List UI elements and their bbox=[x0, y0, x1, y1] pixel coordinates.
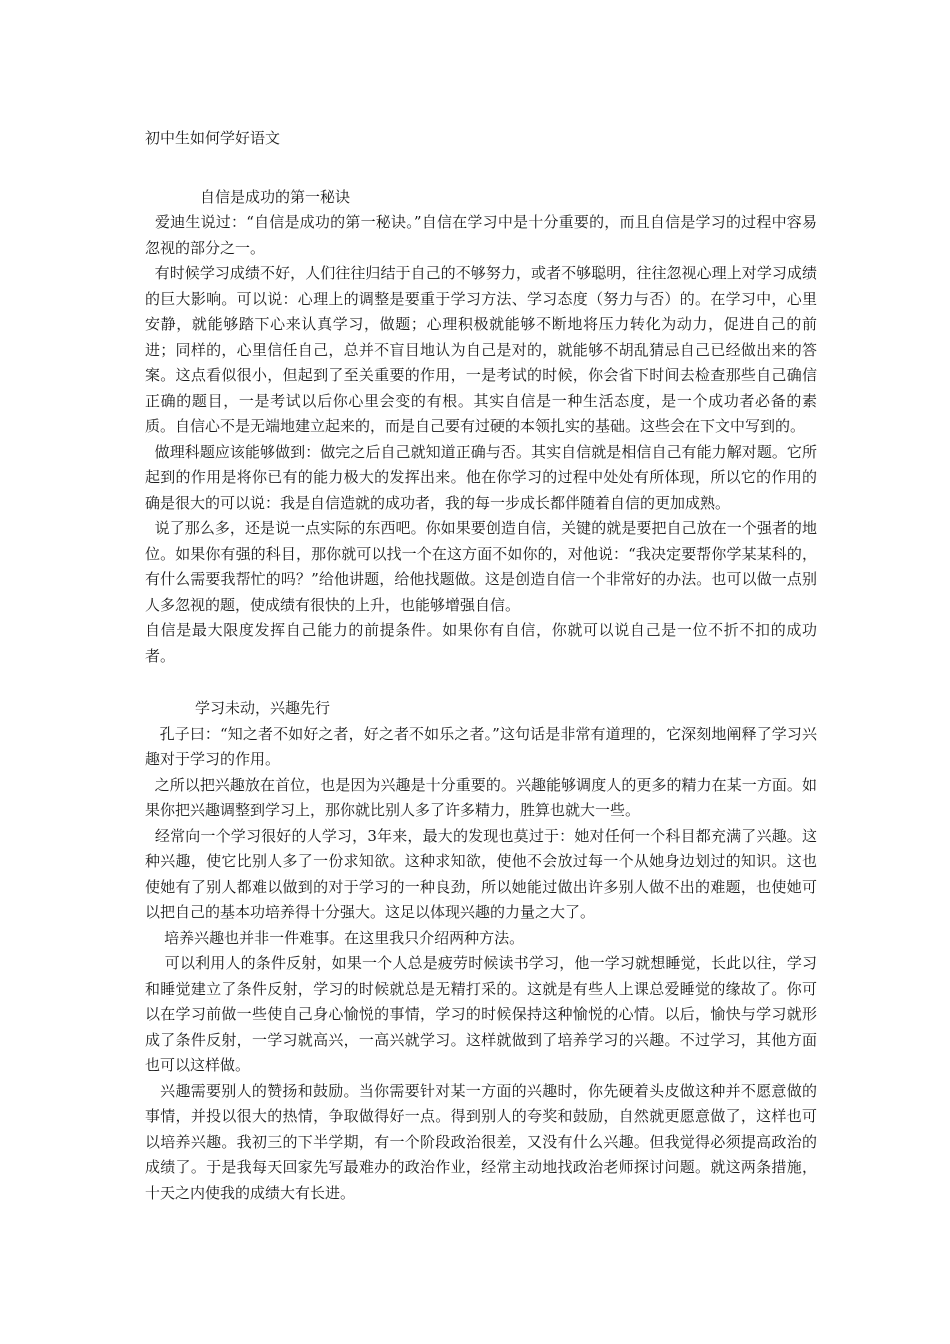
paragraph: 之所以把兴趣放在首位，也是因为兴趣是十分重要的。兴趣能够调度人的更多的精力在某一方面。如果你把兴趣调整到学习上，那你就比别人多了许多精力，胜算也就大一些。 bbox=[145, 775, 817, 819]
paragraph: 自信是最大限度发挥自己能力的前提条件。如果你有自信，你就可以说自己是一位不折不扣的成功者。 bbox=[145, 621, 817, 665]
paragraph: 说了那么多，还是说一点实际的东西吧。你如果要创造自信，关键的就是要把自己放在一个强者的地位。如果你有强的科目，那你就可以找一个在这方面不如你的，对他说：“我决定要帮你学某某科的，有什么需要我帮忙的吗？”给他讲题，给他找题做。这是创造自信一个非常好的办法。也可以做一点别人多忽视的题，使成绩有很快的上升，也能够增强自信。 bbox=[145, 519, 817, 614]
section-heading-interest: 学习未动，兴趣先行 bbox=[195, 699, 331, 717]
paragraph: 可以利用人的条件反射，如果一个人总是疲劳时候读书学习，他一学习就想睡觉，长此以往，学习和睡觉建立了条件反射，学习的时候就总是无精打采的。这就是有些人上课总爱睡觉的缘故了。你可以在学习前做一些使自己身心愉悦的事情，学习的时候保持这种愉悦的心情。以后，愉快与学习就形成了条件反射，一学习就高兴，一高兴就学习。这样就做到了培养学习的兴趣。不过学习，其他方面也可以这样做。 bbox=[145, 954, 817, 1074]
paragraph: 孔子曰：“知之者不如好之者，好之者不如乐之者。”这句话是非常有道理的，它深刻地阐释了学习兴趣对于学习的作用。 bbox=[145, 724, 818, 768]
paragraph: 培养兴趣也并非一件难事。在这里我只介绍两种方法。 bbox=[145, 928, 525, 947]
document-page bbox=[145, 126, 817, 1206]
paragraph: 经常向一个学习很好的人学习，3年来，最大的发现也莫过于：她对任何一个科目都充满了兴趣。这种兴趣，使它比别人多了一份求知欲。这种求知欲，使他不会放过每一个从她身边划过的知识。这也使她有了别人都难以做到的对于学习的一种良劲，所以她能过做出许多别人做不出的难题，也使她可以把自己的基本功培养得十分强大。这足以体现兴趣的力量之大了。 bbox=[145, 826, 817, 921]
spacer bbox=[145, 152, 817, 185]
paragraph: 兴趣需要别人的赞扬和鼓励。当你需要针对某一方面的兴趣时，你先硬着头皮做这种并不愿意做的事情，并投以很大的热情，争取做得好一点。得到别人的夸奖和鼓励，自然就更愿意做了，这样也可以培养兴趣。我初三的下半学期，有一个阶段政治很差，又没有什么兴趣。但我觉得必须提高政治的成绩了。于是我每天回家先写最难办的政治作业，经常主动地找政治老师探讨问题。就这两条措施，十天之内使我的成绩大有长进。 bbox=[145, 1081, 817, 1202]
spacer bbox=[145, 669, 817, 696]
section-heading-confidence: 自信是成功的第一秘诀 bbox=[200, 187, 351, 206]
paragraph: 有时候学习成绩不好，人们往往归结于自己的不够努力，或者不够聪明，往往忽视心理上对学习成绩的巨大影响。可以说：心理上的调整是要重于学习方法、学习态度（努力与否）的。在学习中，心里安静，就能够踏下心来认真学习，做题；心理积极就能够不断地将压力转化为动力，促进自己的前进；同样的，心里信任自己，总并不盲目地认为自己是对的，就能够不胡乱猜忌自己已经做出来的答案。这点看似很小，但起到了至关重要的作用，一是考试的时候，你会省下时间去检查那些自己确信正确的题目，一是考试以后你心里会变的有根。其实自信是一种生活态度，是一个成功者必备的素质。自信心不是无端地建立起来的，而是自己要有过硬的本领扎实的基础。这些会在下文中写到的。 bbox=[145, 264, 817, 435]
paragraph: 爱迪生说过：“自信是成功的第一秘诀。”自信在学习中是十分重要的，而且自信是学习的过程中容易忽视的部分之一。 bbox=[145, 213, 818, 257]
paragraph: 做理科题应该能够做到：做完之后自己就知道正确与否。其实自信就是相信自己有能力解对题。它所起到的作用是将你已有的能力极大的发挥出来。他在你学习的过程中处处有所体现，所以它的作用的确是很大的可以说：我是自信造就的成功者，我的每一步成长都伴随着自信的更加成熟。 bbox=[145, 442, 817, 512]
document-title: 初中生如何学好语文 bbox=[145, 129, 281, 147]
